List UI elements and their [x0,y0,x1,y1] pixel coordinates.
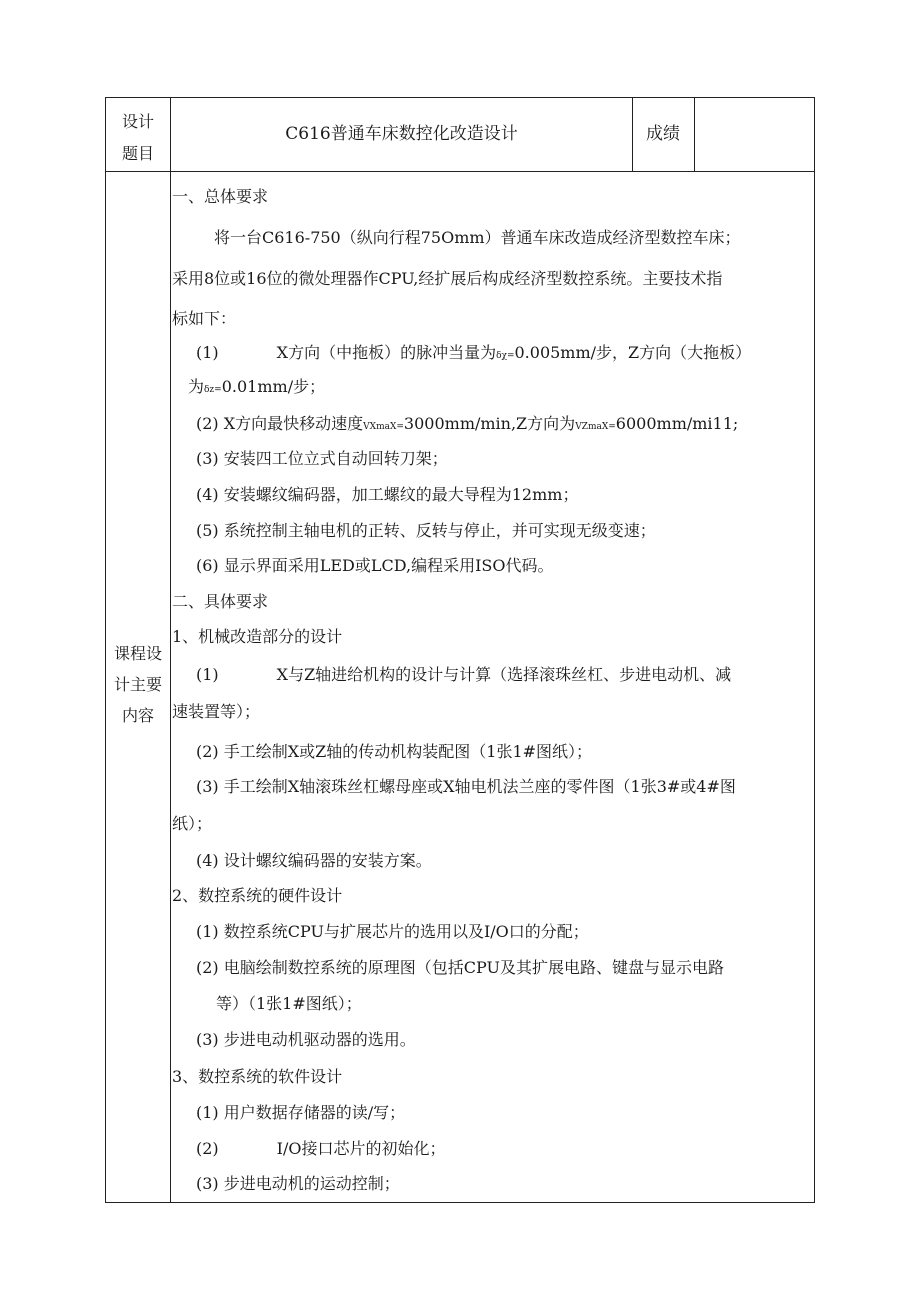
part-1-item-2-line: (2) 手工绘制X或Z轴的传动机构装配图（1张1#图纸）； [196,742,593,761]
part-2-heading: 2、数控系统的硬件设计 [172,886,343,905]
design-topic-label-line1: 设计 [121,112,154,131]
item-2-subscript-z: VZmaX= [575,422,616,432]
design-title: C616普通车床数控化改造设计 [285,124,518,144]
part-1-item-4-line: (4) 设计螺纹编码器的安装方案。 [196,851,432,870]
part-3-item-1-line: (1) 用户数据存储器的读/写； [196,1103,406,1122]
item-1-subscript-z: δz= [204,385,222,395]
part-1-item-1-line-1 [196,665,731,685]
item-5-line: (5) 系统控制主轴电机的正转、反转与停止，并可实现无级变速； [196,521,656,540]
part-1-item-1-text-a: X与Z轴进给机构的设计与计算（选择滚珠丝杠、步进电动机、减 [276,665,732,684]
item-2-text-c: 6000mm/mi11; [615,414,739,433]
grade-value-divider [694,97,695,172]
part-2-item-3-line: (3) 步进电动机驱动器的选用。 [196,1030,416,1049]
item-1-text-a: X方向（中拖板）的脉冲当量为 [276,343,497,362]
section-2-heading: 二、具体要求 [172,592,269,611]
design-topic-label [105,106,171,170]
item-2-text-a: (2) X方向最快移动速度 [196,414,364,433]
grade-label: 成绩 [646,124,680,144]
item-1-text-c: 为 [188,377,205,396]
item-1-line-1 [196,343,751,366]
item-4-line: (4) 安装螺纹编码器，加工螺纹的最大导程为12mm； [196,485,579,504]
item-3-line: (3) 安装四工位立式自动回转刀架； [196,449,448,468]
item-1-text-b: 0.005mm/步，Z方向（大拖板） [514,343,752,362]
course-content-label-line2: 计主要 [113,675,162,694]
part-3-item-2-text: I/O接口芯片的初始化； [276,1139,446,1158]
item-1-subscript-x: δχ= [496,351,515,361]
header-divider [105,171,815,172]
part-3-item-2-number: (2) [196,1139,219,1158]
item-2-text-b: 3000mm/min,Z方向为 [403,414,576,433]
item-2-subscript-x: VXmaX= [363,422,404,432]
section-1-heading: 一、总体要求 [172,187,269,206]
part-2-item-2-line-1: (2) 电脑绘制数控系统的原理图（包括CPU及其扩展电路、键盘与显示电路 [196,958,724,977]
part-1-heading: 1、机械改造部分的设计 [172,627,343,646]
part-2-item-2-line-2: 等）（1张1#图纸）； [216,994,362,1013]
part-1-item-3-line-1: (3) 手工绘制X轴滚珠丝杠螺母座或X轴电机法兰座的零件图（1张3#或4#图 [196,777,736,796]
item-2-line [196,414,738,437]
intro-line-1: 将一台C616-750（纵向行程75Omm）普通车床改造成经济型数控车床； [214,228,741,247]
course-content-label-line3: 内容 [121,706,154,725]
item-1-number: (1) [196,343,219,362]
item-6-line: (6) 显示界面采用LED或LCD,编程采用ISO代码。 [196,556,554,575]
item-1-line-2 [188,377,325,400]
part-1-item-1-number: (1) [196,665,219,684]
intro-line-2: 采用8位或16位的微处理器作CPU,经扩展后构成经济型数控系统。主要技术指 [172,269,723,288]
part-3-heading: 3、数控系统的软件设计 [172,1067,343,1086]
design-topic-label-line2: 题目 [121,144,154,163]
part-3-item-2-line [196,1139,446,1159]
part-3-item-3-line: (3) 步进电动机的运动控制； [196,1174,400,1193]
course-content-label [105,638,171,731]
part-1-item-1-line-2: 速装置等）； [172,702,261,721]
intro-line-3: 标如下： [172,309,237,328]
item-1-text-d: 0.01mm/步； [221,377,326,396]
course-content-label-line1: 课程设 [113,644,162,663]
part-2-item-1-line: (1) 数控系统CPU与扩展芯片的选用以及I/O口的分配； [196,922,589,941]
part-1-item-3-line-2: 纸）； [172,814,213,833]
